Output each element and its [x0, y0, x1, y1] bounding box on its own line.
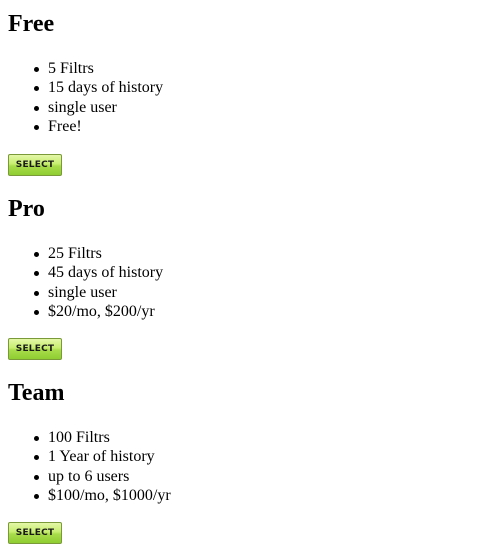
plan-title-team: Team [8, 380, 65, 406]
feature-item: $100/mo, $1000/yr [48, 487, 171, 505]
feature-item: up to 6 users [48, 467, 171, 486]
feature-item: 15 days of history [48, 79, 164, 97]
select-free-button[interactable]: SELECT [8, 154, 62, 176]
feature-item: Free! [48, 117, 163, 136]
plan-title-pro: Pro [8, 196, 45, 222]
feature-list-pro [48, 244, 163, 322]
feature-item: 1 Year of history [48, 447, 171, 466]
feature-item: $20/mo, $200/yr [48, 302, 163, 321]
feature-list-free [48, 59, 163, 137]
feature-item: 5 Filtrs [48, 59, 163, 78]
feature-item: single user [48, 98, 163, 117]
feature-item: single user [48, 283, 163, 302]
feature-item: 45 days of history [48, 264, 164, 282]
feature-list-team [48, 428, 171, 506]
select-team-button[interactable]: SELECT [8, 522, 62, 544]
feature-item: 25 Filtrs [48, 244, 163, 263]
plan-title-free: Free [8, 11, 55, 37]
select-pro-button[interactable]: SELECT [8, 338, 62, 360]
feature-item: 100 Filtrs [48, 428, 171, 447]
